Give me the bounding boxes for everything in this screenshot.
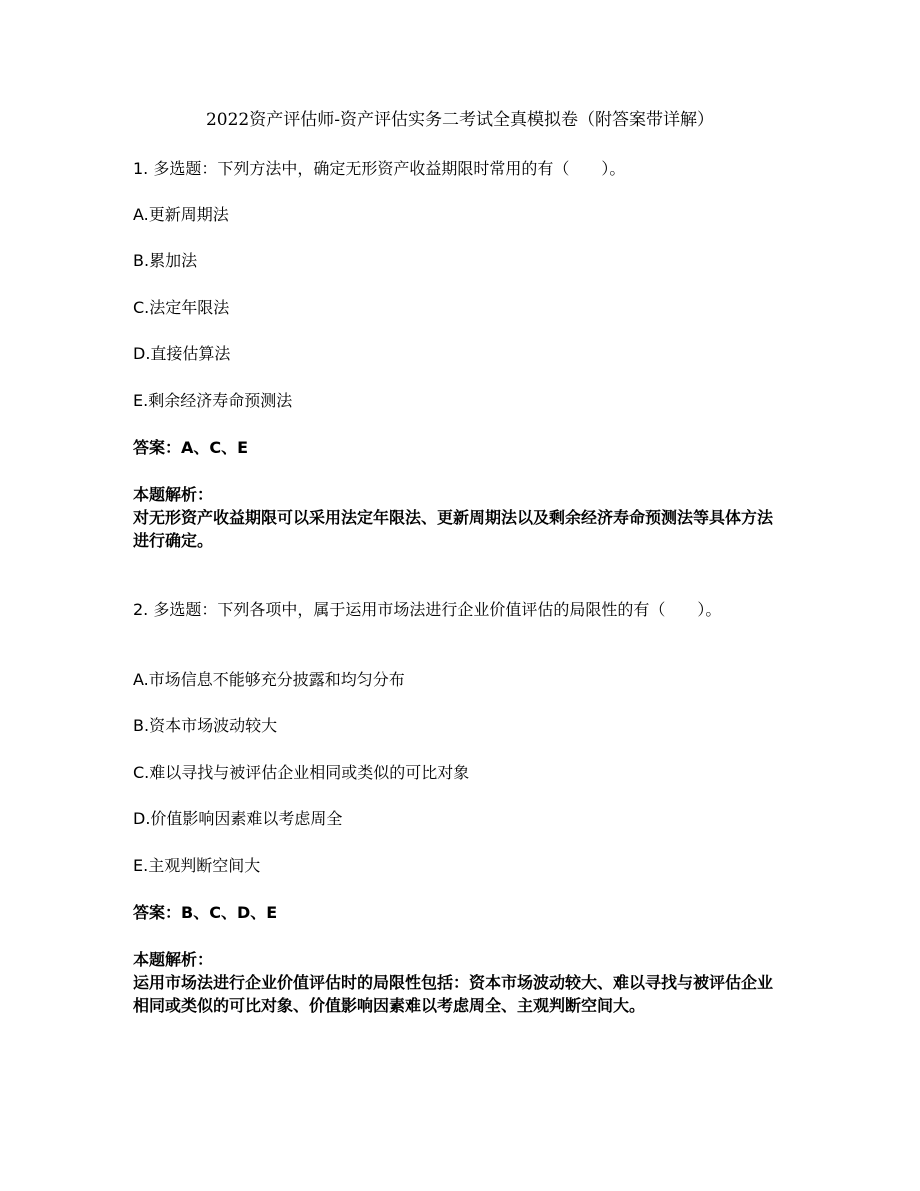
option-d: D.直接估算法 — [133, 344, 231, 363]
analysis — [133, 483, 778, 552]
analysis-text: 运用市场法进行企业价值评估时的局限性包括：资本市场波动较大、难以寻找与被评估企业相同或类似的可比对象、价值影响因素难以考虑周全、主观判断空间大。 — [133, 973, 774, 1015]
analysis — [133, 948, 778, 1017]
option-c: C.难以寻找与被评估企业相同或类似的可比对象 — [133, 763, 470, 782]
question-2 — [133, 598, 793, 1048]
document-title: 2022资产评估师-资产评估实务二考试全真模拟卷（附答案带详解） — [205, 110, 714, 130]
analysis-text: 对无形资产收益期限可以采用法定年限法、更新周期法以及剩余经济寿命预测法等具体方法进行确定。 — [133, 508, 774, 550]
option-b: B.累加法 — [133, 251, 198, 270]
option-a: A.市场信息不能够充分披露和均匀分布 — [133, 670, 405, 689]
option-a: A.更新周期法 — [133, 205, 229, 224]
analysis-label: 本题解析： — [133, 950, 214, 969]
option-c: C.法定年限法 — [133, 298, 230, 317]
option-e: E.主观判断空间大 — [133, 856, 261, 875]
answer: 答案：A、C、E — [133, 438, 249, 457]
question-stem: 2. 多选题：下列各项中，属于运用市场法进行企业价值评估的局限性的有（ ）。 — [133, 600, 722, 619]
option-b: B.资本市场波动较大 — [133, 716, 278, 735]
question-stem: 1. 多选题：下列方法中，确定无形资产收益期限时常用的有（ ）。 — [133, 159, 626, 178]
option-d: D.价值影响因素难以考虑周全 — [133, 809, 343, 828]
analysis-label: 本题解析： — [133, 485, 214, 504]
option-e: E.剩余经济寿命预测法 — [133, 391, 293, 410]
question-1 — [133, 157, 793, 557]
answer: 答案：B、C、D、E — [133, 903, 278, 922]
